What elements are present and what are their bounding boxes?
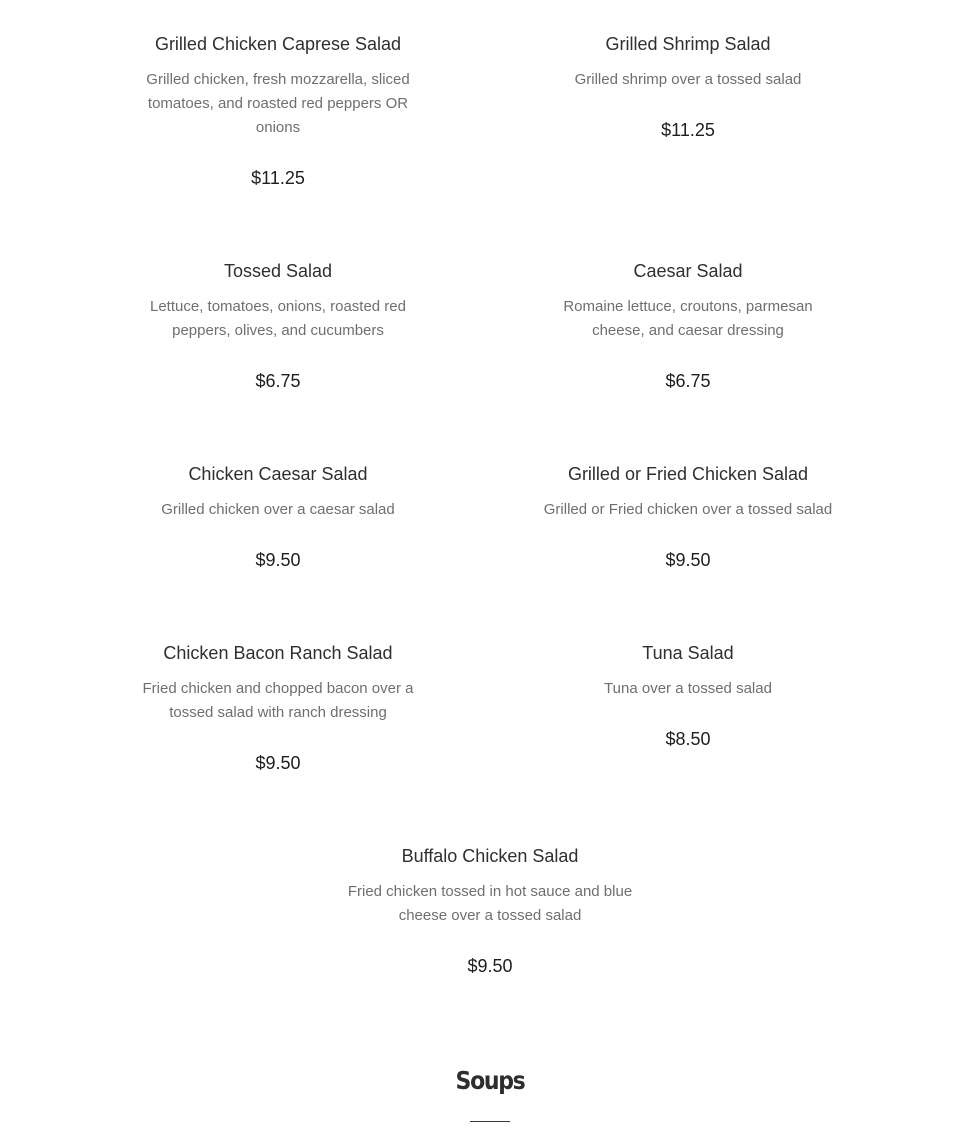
menu-item-description: Fried chicken tossed in hot sauce and blue cheese over a tossed salad (347, 883, 633, 924)
menu-item-description: Fried chicken and chopped bacon over a tossed salad with ranch dressing (142, 680, 414, 721)
menu-item-price: $11.25 (251, 168, 305, 188)
menu-item-title: Grilled or Fried Chicken Salad (567, 464, 809, 484)
menu-item-price: $6.75 (665, 371, 711, 391)
menu-item-description: Grilled chicken, fresh mozzarella, sliced tomatoes, and roasted red peppers OR onions (146, 71, 410, 136)
menu-item-description: Tuna over a tossed salad (604, 680, 772, 697)
menu-item-description: Romaine lettuce, croutons, parmesan cheese, and caesar dressing (563, 298, 813, 339)
menu-item-title: Caesar Salad (633, 261, 743, 281)
section-heading: Soups (455, 1066, 525, 1095)
menu-item-price: $9.50 (665, 550, 711, 570)
menu-item (540, 641, 836, 751)
menu-item-description: Lettuce, tomatoes, onions, roasted red peppers, olives, and cucumbers (150, 298, 406, 339)
menu-item-price: $9.50 (255, 753, 301, 773)
menu-item-title: Chicken Caesar Salad (188, 464, 368, 484)
menu-item-title: Chicken Bacon Ranch Salad (163, 643, 393, 663)
menu-item (140, 462, 416, 572)
menu-item (140, 641, 416, 775)
menu-item-title: Buffalo Chicken Salad (401, 846, 579, 866)
section-divider (470, 1121, 510, 1122)
menu-item (140, 259, 416, 393)
menu-item-price: $9.50 (255, 550, 301, 570)
menu-item (540, 462, 836, 572)
menu-item-title: Grilled Chicken Caprese Salad (154, 34, 402, 54)
menu-item (140, 32, 416, 190)
menu-item (340, 844, 640, 978)
menu-item-title: Tossed Salad (223, 261, 333, 281)
menu-item-title: Grilled Shrimp Salad (605, 34, 771, 54)
menu-item (540, 259, 836, 393)
menu-item-price: $6.75 (255, 371, 301, 391)
menu-item-price: $11.25 (661, 120, 715, 140)
menu-item-description: Grilled shrimp over a tossed salad (574, 71, 802, 88)
menu-item-description: Grilled chicken over a caesar salad (161, 501, 395, 518)
menu-item-description: Grilled or Fried chicken over a tossed salad (543, 501, 833, 518)
menu-item (540, 32, 836, 142)
menu-item-price: $8.50 (665, 729, 711, 749)
menu-item-title: Tuna Salad (642, 643, 734, 663)
menu-item-price: $9.50 (467, 956, 513, 976)
